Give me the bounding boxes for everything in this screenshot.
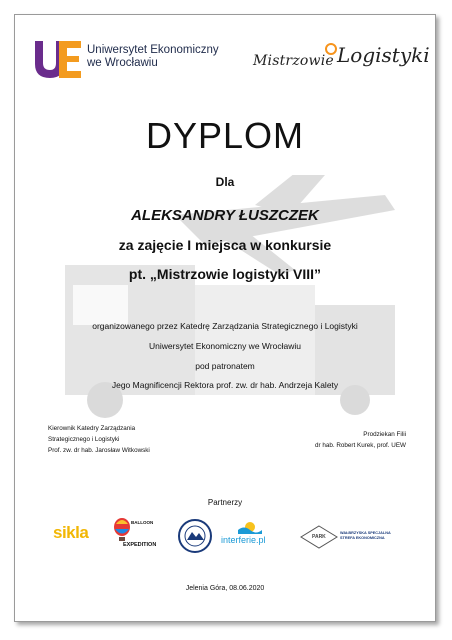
signature-right-line2: dr hab. Robert Kurek, prof. UEW [315, 442, 406, 449]
wave-sun-icon [237, 520, 263, 534]
signature-left-line1: Kierownik Katedry Zarządzania [48, 425, 136, 432]
park-logo-text: PARK [312, 534, 326, 540]
signature-left-line3: Prof. zw. dr hab. Jarosław Witkowski [48, 447, 150, 454]
ue-emblem-icon [33, 37, 83, 79]
partners-title: Partnerzy [207, 498, 243, 507]
balloon-logo-text-bottom: EXPEDITION [123, 542, 157, 548]
signature-right-line1: Prodziekan Filii [363, 431, 406, 438]
sikla-logo-text: sikla [53, 523, 89, 542]
signature-left-line2: Strategicznego i Logistyki [48, 436, 120, 443]
balloon-expedition-logo [113, 518, 161, 554]
contest-logo [253, 31, 428, 83]
wsse-logo [340, 531, 410, 547]
signature-right [226, 429, 406, 451]
wsse-logo-text [340, 531, 410, 541]
contest-name: pt. „Mistrzowie logistyki VIII” [128, 266, 322, 282]
organizer-line3: pod patronatem [195, 361, 255, 371]
interferie-logo [221, 520, 283, 552]
round-emblem-logo [177, 518, 213, 554]
university-name-line1: Uniwersytet Ekonomiczny [87, 44, 219, 56]
achievement-text: za zajęcie I miejsca w konkursie [118, 237, 332, 253]
contest-logo-part1: Mistrzowie [253, 53, 334, 69]
diploma-title: DYPLOM [145, 115, 305, 156]
orange-swirl-icon [323, 41, 339, 57]
university-logo [33, 37, 233, 79]
university-name [87, 44, 219, 70]
sikla-logo [53, 523, 103, 547]
university-name-line2: we Wrocławiu [87, 57, 158, 69]
organizer-line4: Jego Magnificencji Rektora prof. zw. dr hab. Andrzeja Kalety [111, 380, 339, 390]
wsse-logo-line1: WAŁBRZYSKA SPECJALNA [340, 531, 391, 535]
park-logo [300, 525, 338, 549]
contest-logo-part2: Logistyki [337, 43, 430, 67]
diploma-page [14, 14, 436, 622]
recipient-name: ALEKSANDRY ŁUSZCZEK [131, 207, 319, 224]
interferie-logo-text: interferie.pl [221, 535, 266, 545]
balloon-icon [113, 518, 131, 542]
diploma-for-label: Dla [215, 175, 235, 189]
signature-left [48, 423, 228, 456]
round-emblem-icon [177, 518, 213, 554]
place-date: Jelenia Góra, 08.06.2020 [185, 585, 265, 592]
organizer-line2: Uniwersytet Ekonomiczny we Wrocławiu [149, 341, 301, 351]
organizer-line1: organizowanego przez Katedrę Zarządzania Strategicznego i Logistyki [92, 321, 358, 331]
balloon-logo-text-top: BALLOON [131, 520, 154, 525]
wsse-logo-line2: STREFA EKONOMICZNA [340, 536, 385, 540]
